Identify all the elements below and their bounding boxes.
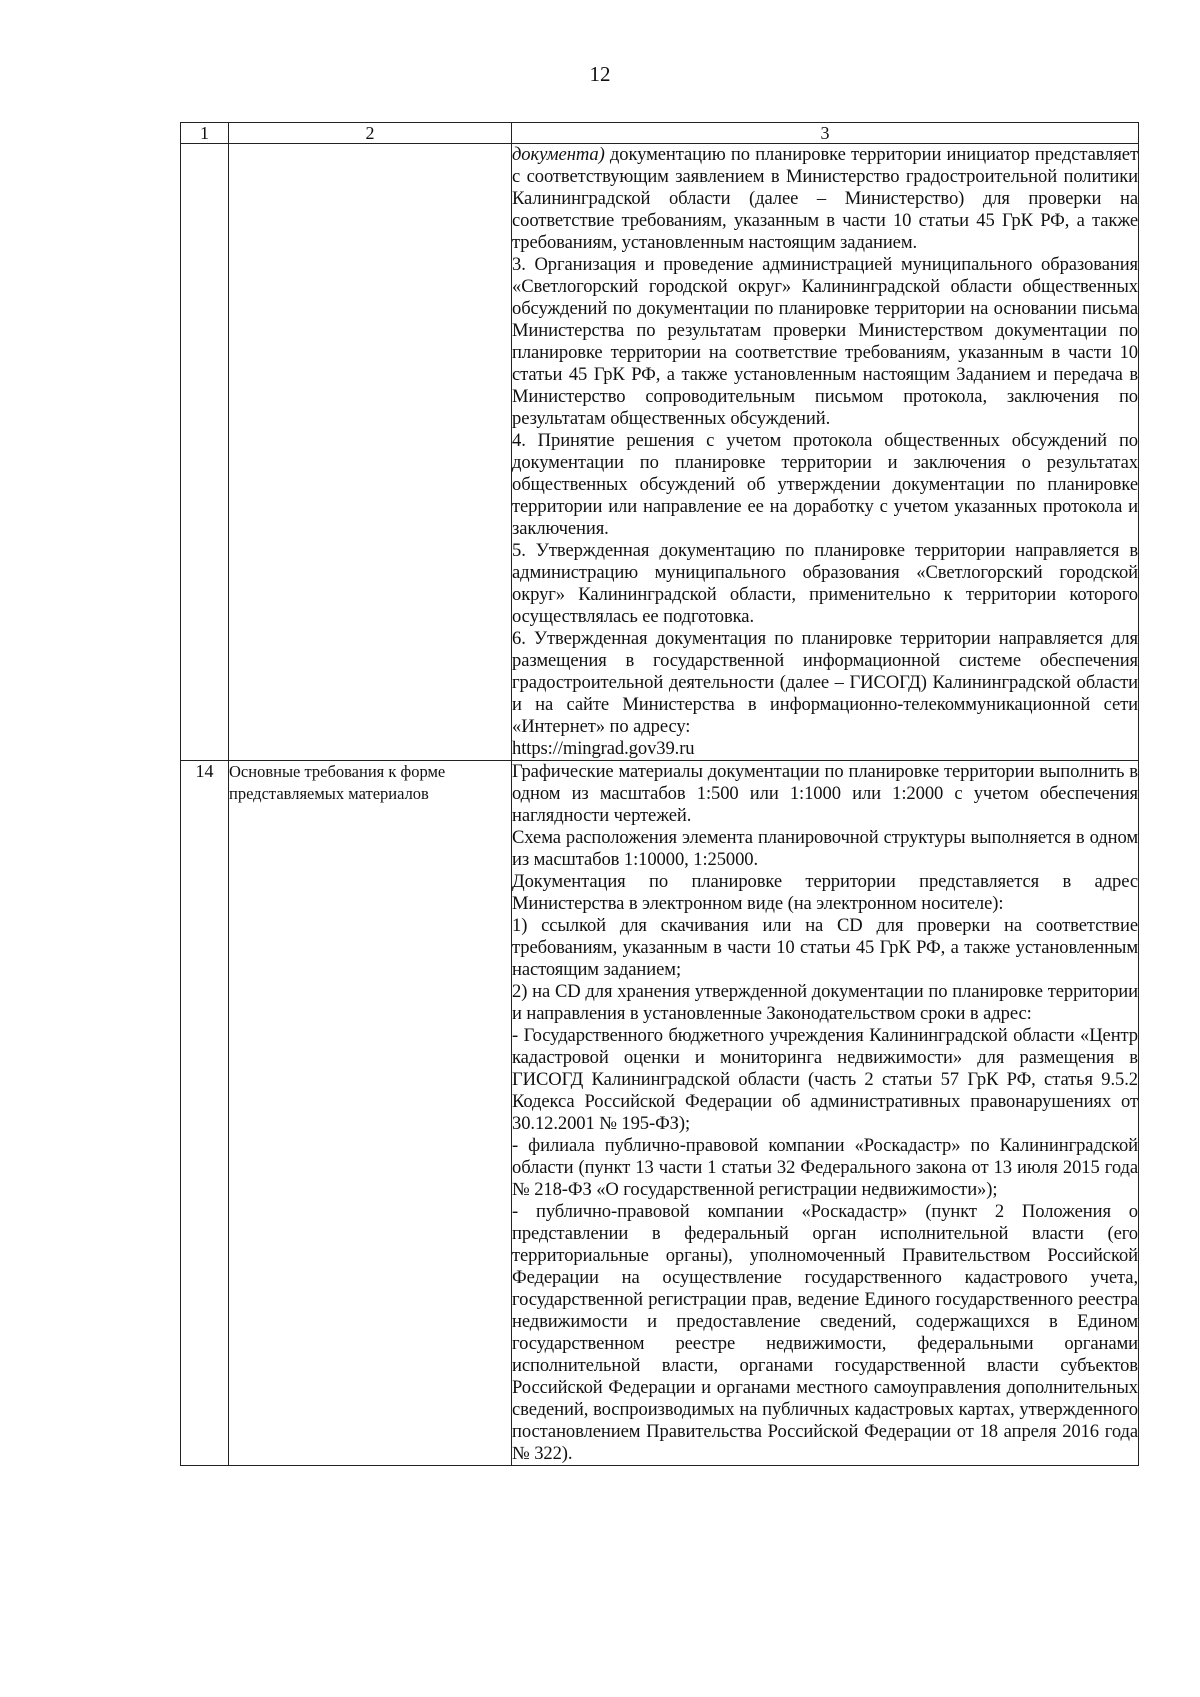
- page-number: 12: [589, 62, 611, 86]
- row-content: [512, 761, 1139, 1466]
- paragraph: 1) ссылкой для скачивания или на CD для проверки на соответствие требованиям, указанным в части 10 статьи 45 ГрК РФ, а также установленным настоящим заданием;: [512, 915, 1138, 980]
- row-label: Основные требования к форме представляемых материалов: [229, 761, 512, 1466]
- website-link[interactable]: https://mingrad.gov39.ru: [512, 738, 695, 759]
- paragraph: Схема расположения элемента планировочной структуры выполняется в одном из масштабов 1:10000, 1:25000.: [512, 827, 1138, 870]
- paragraph: Графические материалы документации по планировке территории выполнить в одном из масштабов 1:500 или 1:1000 или 1:2000 с учетом обеспечения наглядности чертежей.: [512, 761, 1138, 826]
- italic-lead: документа): [512, 144, 605, 165]
- row-label: [229, 144, 512, 761]
- requirements-table: [180, 122, 1139, 1466]
- table-header-row: [181, 123, 1139, 144]
- paragraph: 5. Утвержденная документацию по планировке территории направляется в администрацию муниципального образования «Светлогорский городской округ» Калининградской области, применительно к территории которого осуществлялась ее подготовка.: [512, 540, 1138, 627]
- header-col-3: 3: [512, 123, 1139, 144]
- paragraph: 2) на CD для хранения утвержденной документации по планировке территории и направления в установленные Законодательством сроки в адрес:: [512, 981, 1138, 1024]
- paragraph: - филиала публично-правовой компании «Роскадастр» по Калининградской области (пункт 13 части 1 статьи 32 Федерального закона от 13 июля 2015 года № 218-ФЗ «О государственной регистрации недвижимости»);: [512, 1135, 1138, 1200]
- paragraph: Документация по планировке территории представляется в адрес Министерства в электронном виде (на электронном носителе):: [512, 871, 1138, 914]
- header-col-2: 2: [229, 123, 512, 144]
- paragraph: - Государственного бюджетного учреждения Калининградской области «Центр кадастровой оценки и мониторинга недвижимости» для размещения в ГИСОГД Калининградской области (часть 2 статьи 57 ГрК РФ, статья 9.5.2 Кодекса Российской Федерации об административных правонарушениях от 30.12.2001 № 195-ФЗ);: [512, 1025, 1138, 1134]
- row-content: [512, 144, 1139, 761]
- table-row-14: [181, 761, 1139, 1466]
- paragraph: 3. Организация и проведение администрацией муниципального образования «Светлогорский городской округ» Калининградской области общественных обсуждений по документации по планировке территории на основании письма Министерства по результатам проверки Министерством документации по планировке территории на соответствие требованиям, указанным в части 10 статьи 45 ГрК РФ, а также установленным настоящим Заданием и передача в Министерство сопроводительным письмом протокола, заключения по результатам общественных обсуждений.: [512, 254, 1138, 429]
- row-number: [181, 144, 229, 761]
- paragraph: 6. Утвержденная документация по планировке территории направляется для размещения в государственной информационной системе обеспечения градостроительной деятельности (далее – ГИСОГД) Калининградской области и на сайте Министерства в информационно-телекоммуникационной сети «Интернет» по адресу:: [512, 628, 1138, 737]
- paragraph: 4. Принятие решения с учетом протокола общественных обсуждений по документации по планировке территории и заключения о результатах общественных обсуждений об утверждении документации по планировке территории или направление ее на доработку с учетом указанных протокола и заключения.: [512, 430, 1138, 539]
- row-number: 14: [181, 761, 229, 1466]
- paragraph: [512, 144, 1138, 254]
- header-col-1: 1: [181, 123, 229, 144]
- paragraph: - публично-правовой компании «Роскадастр» (пункт 2 Положения о представлении в федеральный орган исполнительной власти (его территориальные органы), уполномоченный Правительством Российской Федерации на осуществление государственного кадастрового учета, государственной регистрации прав, ведение Единого государственного реестра недвижимости и предоставление сведений, содержащихся в Едином государственном реестре недвижимости, федеральными органами исполнительной власти, органами государственной власти субъектов Российской Федерации и органами местного самоуправления дополнительных сведений, воспроизводимых на публичных кадастровых картах, утвержденного постановлением Правительства Российской Федерации от 18 апреля 2016 года № 322).: [512, 1201, 1138, 1464]
- table-row-continued: [181, 144, 1139, 761]
- paragraph-text: документацию по планировке территории инициатор представляет с соответствующим заявлением в Министерство градостроительной политики Калининградской области (далее – Министерство) для проверки на соответствие требованиям, указанным в части 10 статьи 45 ГрК РФ, а также требованиям, установленным настоящим заданием.: [512, 144, 1138, 253]
